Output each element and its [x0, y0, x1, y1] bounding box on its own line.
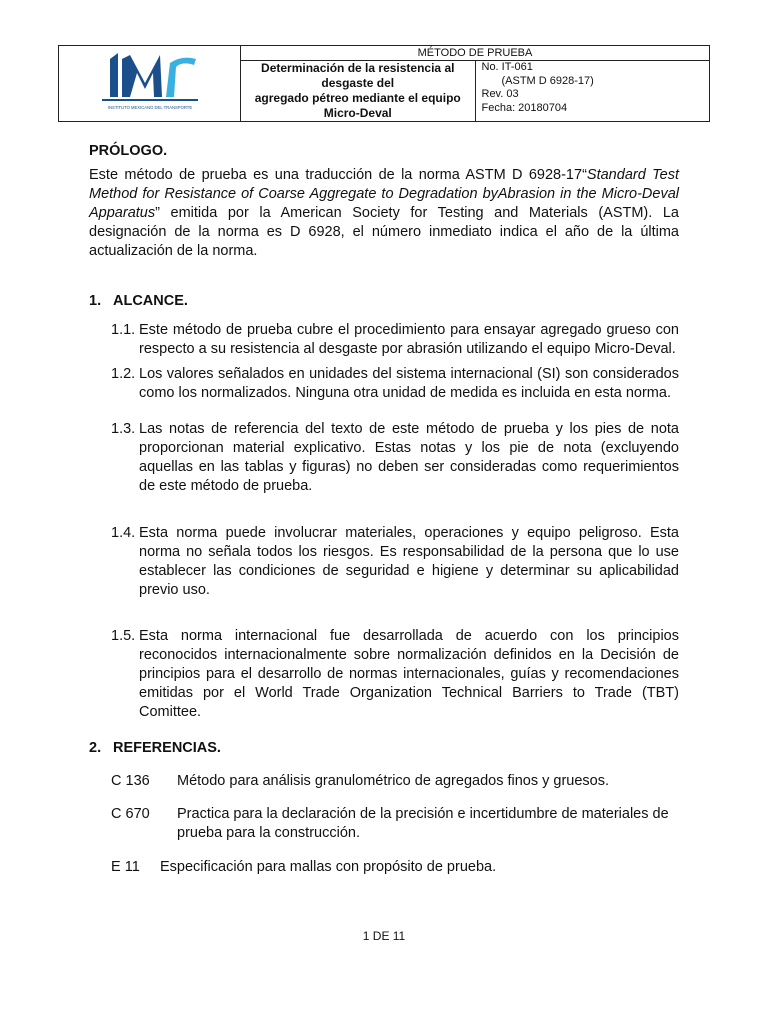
title-line-2: agregado pétreo mediante el equipo Micro-Deval: [254, 91, 461, 120]
reference-text: Practica para la declaración de la precisión e incertidumbre de materiales de prueba para la construcción.: [177, 806, 669, 841]
reference-text: Método para análisis granulométrico de agregados finos y gruesos.: [177, 773, 610, 789]
document-info: [475, 61, 710, 122]
item-text: Esta norma puede involucrar materiales, operaciones y equipo peligroso. Esta norma no señala todos los riesgos. Es responsabilidad de la persona que lo use establecer las condiciones de seguridad e higiene y determinar su aplicabilidad previo uso.: [139, 525, 679, 598]
reference-code: C 136: [111, 773, 150, 789]
prologo-text-a: Este método de prueba es una traducción de la norma ASTM D 6928-17: [89, 167, 583, 183]
reference-item: [111, 805, 679, 843]
item-text: Este método de prueba cubre el procedimiento para ensayar agregado grueso con respecto a su resistencia al desgaste por abrasión utilizando el equipo Micro-Deval.: [139, 322, 679, 357]
logo-caption: INSTITUTO MEXICANO DEL TRANSPORTE: [107, 105, 192, 110]
section-title: REFERENCIAS.: [113, 740, 221, 756]
alcance-item: [111, 365, 679, 403]
alcance-item: [111, 524, 679, 600]
astm-reference: (ASTM D 6928-17): [501, 74, 594, 87]
item-number: 1.1.: [111, 322, 136, 338]
imt-logo: [100, 49, 200, 113]
prologo-heading: PRÓLOGO.: [89, 143, 168, 159]
logo-cell: [59, 46, 241, 122]
doc-number: No. IT-061: [481, 61, 533, 73]
date: Fecha: 20180704: [481, 101, 568, 114]
item-number: 1.4.: [111, 525, 136, 541]
item-number: 1.2.: [111, 366, 136, 382]
page-number: 1 DE 11: [362, 929, 406, 943]
item-text: Los valores señalados en unidades del sistema internacional (SI) son considerados como los normalizados. Ninguna otra unidad de medida es incluida en esta norma.: [139, 366, 679, 401]
document-title: [241, 61, 476, 122]
prologo-paragraph: [89, 166, 679, 261]
alcance-item: [111, 321, 679, 359]
method-label: MÉTODO DE PRUEBA: [241, 46, 710, 61]
title-line-1: Determinación de la resistencia al desgaste del: [261, 61, 455, 90]
reference-item: [111, 858, 679, 877]
section-referencias-heading: [89, 739, 679, 758]
header-table: [58, 45, 710, 122]
section-number: 2.: [89, 740, 102, 756]
reference-text: Especificación para mallas con propósito de prueba.: [160, 859, 497, 875]
reference-code: C 670: [111, 806, 150, 822]
section-number: 1.: [89, 293, 102, 309]
quote-close: ”: [155, 205, 160, 221]
revision: Rev. 03: [481, 88, 519, 100]
alcance-item: [111, 420, 679, 496]
section-title: ALCANCE.: [113, 293, 188, 309]
item-text: Las notas de referencia del texto de este método de prueba y los pies de nota proporcionan material explicativo. Estas notas y los pie de nota (excluyendo aquellas en las tablas y figuras) no deben ser consideradas como requerimientos de este método de prueba.: [139, 421, 679, 494]
prologo-text-b: emitida por la American Society for Testing and Materials (ASTM). La designación de la norma es D 6928, el número inmediato indica el año de la última actualización de la norma.: [89, 205, 679, 259]
item-text: Esta norma internacional fue desarrollada de acuerdo con los principios reconocidos internacionalmente sobre normalización definidos en la Decisión de principios para el desarrollo de normas internacionales, guías y recomendaciones emitidas por el World Trade Organization Technical Barriers to Trade (TBT) Comittee.: [139, 628, 679, 720]
reference-item: [111, 772, 679, 791]
quote-open: “: [582, 167, 587, 183]
item-number: 1.5.: [111, 628, 136, 644]
reference-code: E 11: [111, 859, 140, 875]
prologo-standard-title: Standard Test Method for Resistance of Coarse Aggregate to Degradation byAbrasion in the Micro-Deval Apparatus: [89, 167, 680, 221]
item-number: 1.3.: [111, 421, 136, 437]
alcance-item: [111, 627, 679, 722]
section-alcance-heading: [89, 292, 679, 311]
document-body: [89, 142, 679, 877]
